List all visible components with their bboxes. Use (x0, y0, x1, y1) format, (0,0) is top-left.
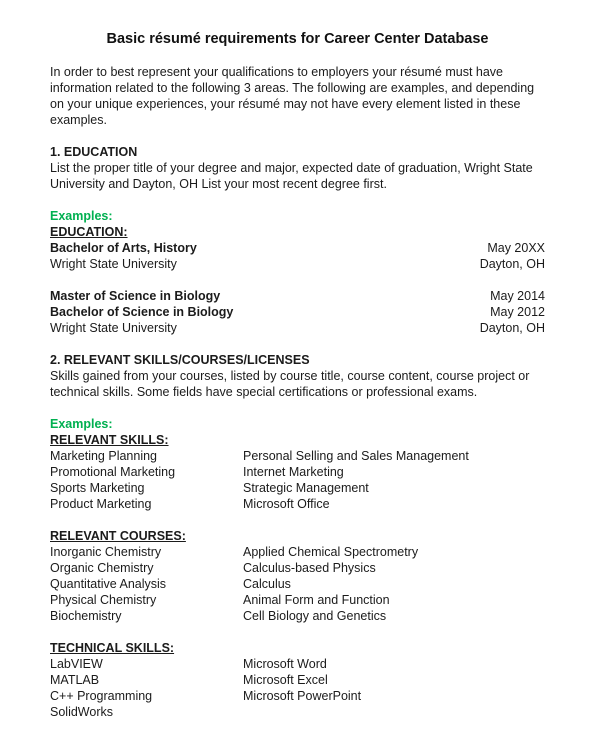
document-title: Basic résumé requirements for Career Center Database (106, 31, 489, 47)
examples-label: Examples: (50, 209, 113, 223)
skill-item: MATLAB (50, 673, 100, 687)
skill-row (50, 448, 545, 464)
course-item: Biochemistry (50, 609, 122, 623)
spacer (50, 336, 545, 352)
education-entry (50, 320, 545, 336)
course-item: Quantitative Analysis (50, 577, 167, 591)
institution-name: Wright State University (50, 257, 177, 271)
institution-name: Wright State University (50, 321, 177, 335)
skill-row (50, 672, 545, 688)
education-entry (50, 288, 545, 304)
skill-item: Microsoft Office (243, 497, 330, 511)
skill-row (50, 688, 545, 704)
spacer (50, 272, 545, 288)
course-row (50, 576, 545, 592)
education-entry (50, 240, 545, 256)
degree-name: Bachelor of Arts, History (50, 241, 197, 255)
skills-section-heading: 2. RELEVANT SKILLS/COURSES/LICENSES (50, 353, 310, 367)
skill-item: LabVIEW (50, 657, 103, 671)
relevant-courses-heading: RELEVANT COURSES: (50, 529, 186, 543)
education-entry (50, 304, 545, 320)
institution-location: Dayton, OH (479, 321, 545, 335)
course-row (50, 608, 545, 624)
graduation-date: May 2012 (490, 305, 545, 319)
examples-label: Examples: (50, 417, 113, 431)
course-item: Inorganic Chemistry (50, 545, 162, 559)
skill-item: Internet Marketing (243, 465, 344, 479)
skill-item: SolidWorks (50, 705, 113, 719)
course-item: Animal Form and Function (243, 593, 390, 607)
institution-location: Dayton, OH (479, 257, 545, 271)
section-education (50, 144, 545, 352)
education-group (50, 288, 545, 336)
skill-item: Microsoft Word (243, 657, 327, 671)
skill-item: Product Marketing (50, 497, 152, 511)
skill-item: Sports Marketing (50, 481, 145, 495)
skill-item (243, 704, 545, 720)
skills-group-technical-skills (50, 640, 545, 720)
course-row (50, 544, 545, 560)
skills-description: Skills gained from your courses, listed by course title, course content, course project or technical skills. Some fields have special certifications or professional exams. (50, 369, 530, 399)
education-section-heading: 1. EDUCATION (50, 145, 138, 159)
skill-item: Strategic Management (243, 481, 369, 495)
course-item: Physical Chemistry (50, 593, 157, 607)
degree-name: Master of Science in Biology (50, 289, 221, 303)
skill-row (50, 656, 545, 672)
education-description: List the proper title of your degree and major, expected date of graduation, Wright State University and Dayton, OH List your most recent degree first. (50, 161, 533, 191)
course-row (50, 560, 545, 576)
degree-name: Bachelor of Science in Biology (50, 305, 234, 319)
skill-item: Microsoft PowerPoint (243, 689, 362, 703)
education-list-heading: EDUCATION: (50, 225, 128, 239)
skills-group-relevant-skills (50, 432, 545, 512)
skill-item: C++ Programming (50, 689, 153, 703)
education-entry (50, 256, 545, 272)
graduation-date: May 20XX (487, 241, 545, 255)
intro-paragraph: In order to best represent your qualifications to employers your résumé must have information related to the following 3 areas. The following are examples, and depending on your unique experiences, your résumé may not have every element listed in these examples. (50, 65, 535, 127)
skill-item: Personal Selling and Sales Management (243, 449, 469, 463)
skill-item: Promotional Marketing (50, 465, 176, 479)
course-item: Calculus (243, 577, 291, 591)
graduation-date: May 2014 (490, 289, 545, 303)
section-skills (50, 352, 545, 720)
education-group (50, 240, 545, 272)
skill-item: Microsoft Excel (243, 673, 328, 687)
course-item: Organic Chemistry (50, 561, 154, 575)
skill-row (50, 704, 545, 720)
course-row (50, 592, 545, 608)
course-item: Cell Biology and Genetics (243, 609, 387, 623)
skill-row (50, 496, 545, 512)
course-item: Applied Chemical Spectrometry (243, 545, 419, 559)
skill-row (50, 480, 545, 496)
course-item: Calculus-based Physics (243, 561, 376, 575)
relevant-skills-heading: RELEVANT SKILLS: (50, 433, 169, 447)
technical-skills-heading: TECHNICAL SKILLS: (50, 641, 175, 655)
skill-row (50, 464, 545, 480)
skill-item: Marketing Planning (50, 449, 158, 463)
skills-group-relevant-courses (50, 528, 545, 624)
